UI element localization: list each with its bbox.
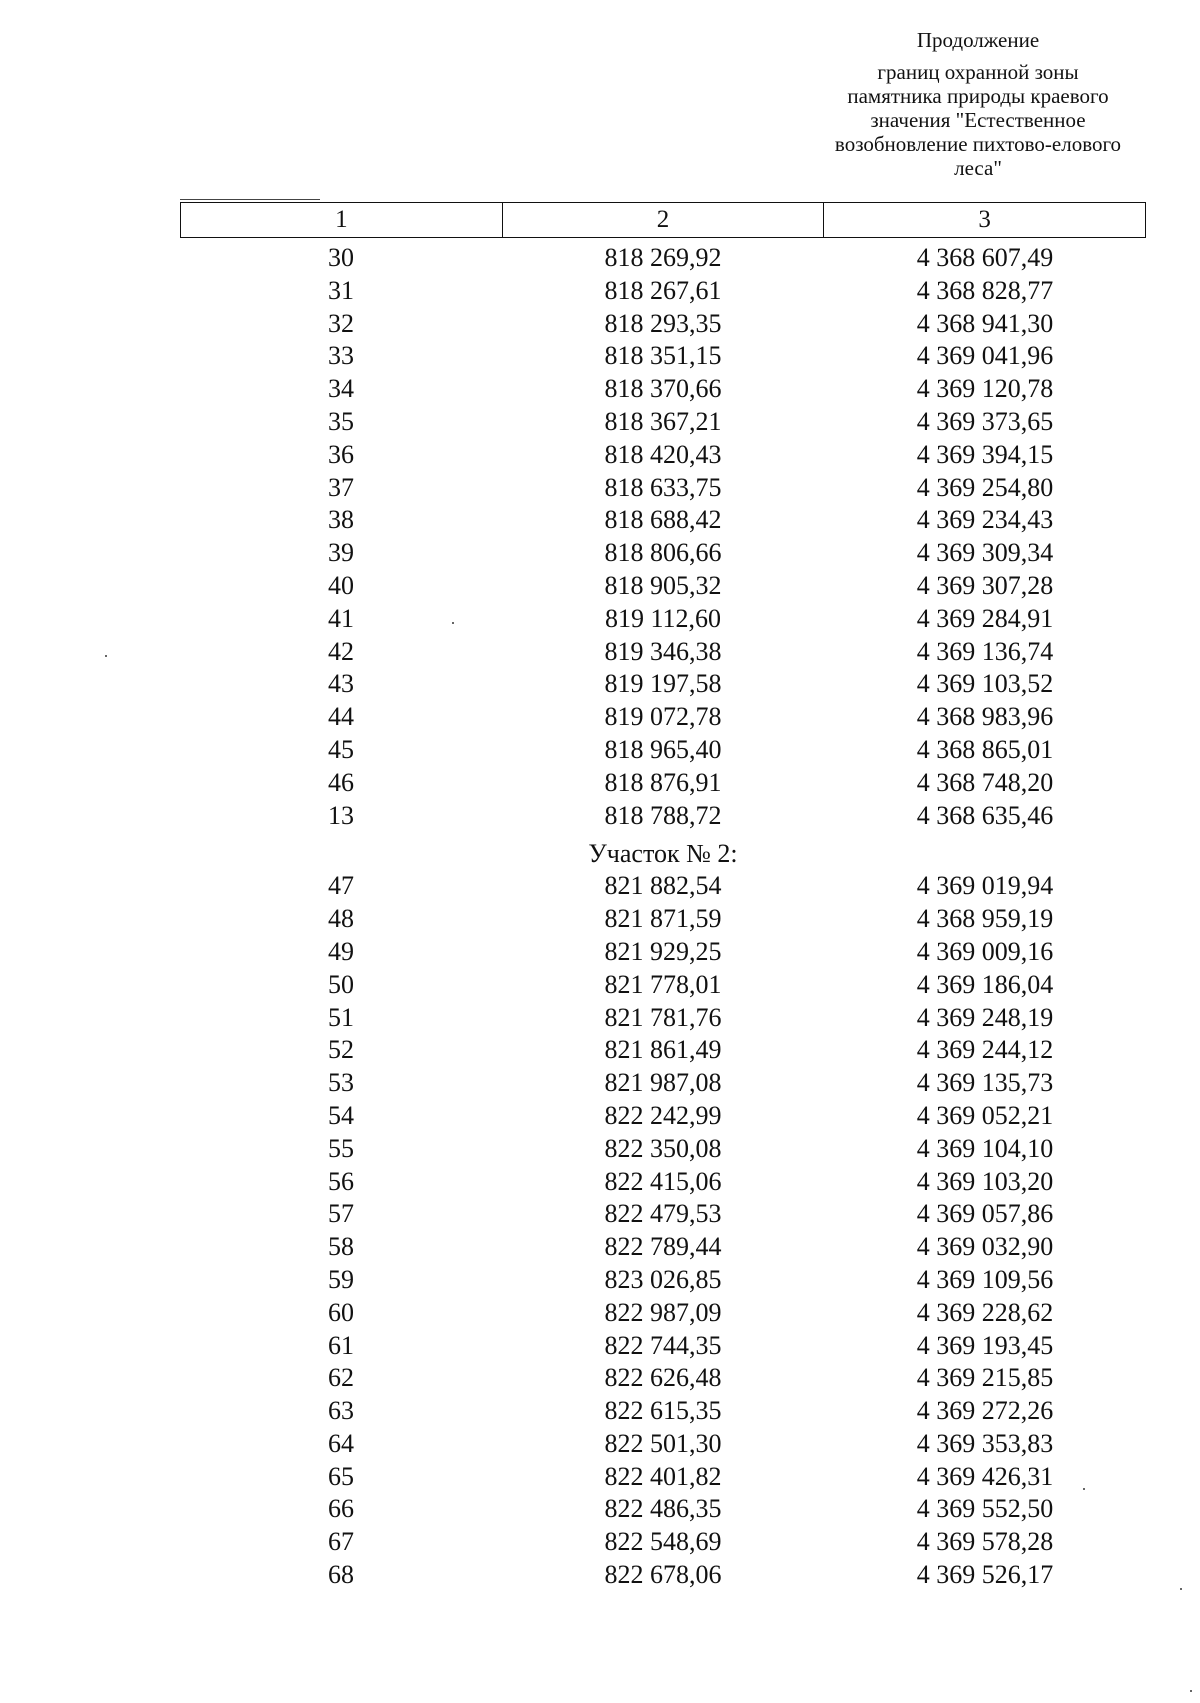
table-cell-col-2: 823 026,85 <box>604 1264 722 1294</box>
subtitle-line: границ охранной зоны <box>877 60 1079 84</box>
table-row <box>180 636 1146 669</box>
table-cell-col-2: 819 197,58 <box>604 669 722 699</box>
table-cell-col-3: 4 368 983,96 <box>916 702 1054 732</box>
table-cell-col-2: 819 072,78 <box>604 702 722 732</box>
table-row <box>180 734 1146 767</box>
table-cell-col-1: 54 <box>328 1100 354 1130</box>
table-cell-col-3: 4 369 103,20 <box>916 1166 1054 1196</box>
table-cell-col-1: 34 <box>328 374 354 404</box>
table-cell-col-2: 822 789,44 <box>604 1232 722 1262</box>
table-cell-col-2: 818 367,21 <box>604 406 722 436</box>
table-cell-col-1: 53 <box>328 1068 354 1098</box>
table-cell-col-3: 4 369 309,34 <box>916 538 1054 568</box>
table-cell-col-1: 49 <box>328 936 354 966</box>
table-cell-col-3: 4 368 828,77 <box>916 275 1054 305</box>
table-cell-col-2: 822 479,53 <box>604 1199 722 1229</box>
table-cell-col-1: 36 <box>328 439 354 469</box>
table-cell-col-1: 55 <box>328 1133 354 1163</box>
table-cell-col-3: 4 369 193,45 <box>916 1330 1054 1360</box>
table-row <box>180 1264 1146 1297</box>
table-row <box>180 373 1146 406</box>
table-cell-col-3: 4 369 057,86 <box>916 1199 1054 1229</box>
table-cell-col-2: 818 788,72 <box>604 800 722 830</box>
continuation-label: Продолжение <box>916 28 1040 52</box>
table-cell-col-3: 4 369 032,90 <box>916 1232 1054 1262</box>
table-cell-col-1: 32 <box>328 308 354 338</box>
subtitle-line: значения "Естественное <box>870 108 1086 132</box>
table-cell-col-1: 46 <box>328 767 354 797</box>
table-row <box>180 1133 1146 1166</box>
table-cell-col-2: 818 267,61 <box>604 275 722 305</box>
table-cell-col-2: 822 350,08 <box>604 1133 722 1163</box>
table-cell-col-1: 63 <box>328 1396 354 1426</box>
table-cell-col-2: 822 401,82 <box>604 1461 722 1491</box>
table-row <box>180 504 1146 537</box>
table-cell-col-3: 4 369 526,17 <box>916 1560 1054 1590</box>
table-row <box>180 570 1146 603</box>
table-row <box>180 1100 1146 1133</box>
table-cell-col-2: 821 882,54 <box>604 871 722 901</box>
table-cell-col-3: 4 368 607,49 <box>916 243 1054 272</box>
table-cell-col-3: 4 369 135,73 <box>916 1068 1054 1098</box>
table-cell-col-1: 65 <box>328 1461 354 1491</box>
table-cell-col-2: 821 929,25 <box>604 936 722 966</box>
table-cell-col-1: 33 <box>328 341 354 371</box>
table-cell-col-3: 4 368 865,01 <box>916 734 1054 764</box>
table-cell-col-3: 4 369 394,15 <box>916 439 1054 469</box>
table-cell-col-1: 35 <box>328 406 354 436</box>
table-row <box>180 1493 1146 1526</box>
table-cell-col-3: 4 369 103,52 <box>916 669 1054 699</box>
table-cell-col-1: 44 <box>328 702 354 732</box>
table-row <box>180 668 1146 701</box>
coordinates-table-body <box>180 242 1146 1592</box>
table-cell-col-2: 818 965,40 <box>604 734 722 764</box>
table-cell-col-2: 822 415,06 <box>604 1166 722 1196</box>
table-row <box>180 340 1146 373</box>
table-cell-col-2: 822 626,48 <box>604 1363 722 1393</box>
table-cell-col-1: 62 <box>328 1363 354 1393</box>
table-row <box>180 1428 1146 1461</box>
table-row <box>180 1559 1146 1592</box>
table-cell-col-1: 58 <box>328 1232 354 1262</box>
table-cell-col-1: 61 <box>328 1330 354 1360</box>
table-row <box>180 1395 1146 1428</box>
table-cell-col-1: 64 <box>328 1428 354 1458</box>
table-row <box>180 603 1146 636</box>
table-cell-col-2: 818 806,66 <box>604 538 722 568</box>
table-cell-col-2: 822 548,69 <box>604 1527 722 1557</box>
table-cell-col-3: 4 369 284,91 <box>916 603 1054 633</box>
table-cell-col-2: 818 269,92 <box>604 243 722 272</box>
table-cell-col-3: 4 369 254,80 <box>916 472 1054 502</box>
table-cell-col-3: 4 369 215,85 <box>916 1363 1054 1393</box>
scan-dot <box>1083 1488 1085 1490</box>
table-row <box>180 1166 1146 1199</box>
table-cell-col-1: 37 <box>328 472 354 502</box>
table-row <box>180 1002 1146 1035</box>
table-cell-col-2: 821 778,01 <box>604 969 722 999</box>
table-cell-col-1: 47 <box>328 871 354 901</box>
table-cell-col-1: 45 <box>328 734 354 764</box>
table-cell-col-2: 822 987,09 <box>604 1297 722 1327</box>
column-header-1: 1 <box>181 203 503 238</box>
table-cell-col-2: 818 293,35 <box>604 308 722 338</box>
table-cell-col-3: 4 369 578,28 <box>916 1527 1054 1557</box>
table-cell-col-3: 4 369 228,62 <box>916 1297 1054 1327</box>
column-header-row <box>181 203 1146 238</box>
table-row <box>180 1526 1146 1559</box>
table-cell-col-1: 66 <box>328 1494 354 1524</box>
table-row <box>180 439 1146 472</box>
table-row <box>180 1362 1146 1395</box>
table-cell-col-2: 821 861,49 <box>604 1035 722 1065</box>
table-cell-col-3: 4 369 244,12 <box>916 1035 1054 1065</box>
scan-artifact-line <box>180 199 320 200</box>
table-cell-col-1: 68 <box>328 1560 354 1590</box>
subtitle-line: леса" <box>954 156 1002 180</box>
table-cell-col-3: 4 368 959,19 <box>916 904 1054 934</box>
table-cell-col-3: 4 368 941,30 <box>916 308 1054 338</box>
table-cell-col-3: 4 369 248,19 <box>916 1002 1054 1032</box>
table-cell-col-3: 4 369 353,83 <box>916 1428 1054 1458</box>
table-row <box>180 1231 1146 1264</box>
table-cell-col-3: 4 369 552,50 <box>916 1494 1054 1524</box>
table-row <box>180 1461 1146 1494</box>
table-cell-col-3: 4 369 109,56 <box>916 1264 1054 1294</box>
table-cell-col-2: 822 242,99 <box>604 1100 722 1130</box>
table-cell-col-2: 818 688,42 <box>604 505 722 535</box>
table-cell-col-2: 822 486,35 <box>604 1494 722 1524</box>
table-row <box>180 1198 1146 1231</box>
table-cell-col-2: 822 501,30 <box>604 1428 722 1458</box>
section-label: Участок № 2: <box>588 839 738 869</box>
table-cell-col-3: 4 369 041,96 <box>916 341 1054 371</box>
table-row <box>180 1034 1146 1067</box>
table-cell-col-3: 4 369 009,16 <box>916 936 1054 966</box>
scan-dot <box>105 655 107 657</box>
table-cell-col-3: 4 369 426,31 <box>916 1461 1054 1491</box>
table-cell-col-1: 39 <box>328 538 354 568</box>
table-cell-col-2: 819 112,60 <box>604 603 722 633</box>
scan-dot <box>1190 1690 1192 1692</box>
column-header-3: 3 <box>824 203 1146 238</box>
table-cell-col-2: 818 905,32 <box>604 570 722 600</box>
table-cell-col-1: 59 <box>328 1264 354 1294</box>
table-cell-col-1: 31 <box>328 275 354 305</box>
table-cell-col-3: 4 369 120,78 <box>916 374 1054 404</box>
table-row <box>180 242 1146 275</box>
table-row <box>180 936 1146 969</box>
table-cell-col-2: 818 370,66 <box>604 374 722 404</box>
table-row <box>180 969 1146 1002</box>
table-cell-col-2: 821 987,08 <box>604 1068 722 1098</box>
table-cell-col-1: 38 <box>328 505 354 535</box>
table-row <box>180 472 1146 505</box>
table-cell-col-3: 4 369 307,28 <box>916 570 1054 600</box>
column-header-table <box>180 202 1146 238</box>
table-cell-col-3: 4 369 104,10 <box>916 1133 1054 1163</box>
table-cell-col-2: 821 871,59 <box>604 904 722 934</box>
table-row <box>180 1330 1146 1363</box>
table-cell-col-1: 40 <box>328 570 354 600</box>
table-cell-col-3: 4 369 373,65 <box>916 406 1054 436</box>
table-cell-col-3: 4 369 272,26 <box>916 1396 1054 1426</box>
table-cell-col-1: 30 <box>328 243 354 272</box>
page-header <box>792 28 1164 180</box>
table-cell-col-2: 821 781,76 <box>604 1002 722 1032</box>
table-cell-col-1: 51 <box>328 1002 354 1032</box>
table-cell-col-1: 52 <box>328 1035 354 1065</box>
block-1 <box>180 242 1146 832</box>
table-cell-col-1: 41 <box>328 603 354 633</box>
table-cell-col-1: 67 <box>328 1527 354 1557</box>
table-cell-col-3: 4 368 748,20 <box>916 767 1054 797</box>
table-cell-col-3: 4 368 635,46 <box>916 800 1054 830</box>
scan-dot <box>452 622 454 624</box>
table-row <box>180 275 1146 308</box>
table-row <box>180 1297 1146 1330</box>
table-row <box>180 537 1146 570</box>
table-row <box>180 1067 1146 1100</box>
table-cell-col-2: 819 346,38 <box>604 636 722 666</box>
table-cell-col-2: 822 678,06 <box>604 1560 722 1590</box>
block-2 <box>180 870 1146 1592</box>
table-row <box>180 870 1146 903</box>
table-cell-col-2: 822 744,35 <box>604 1330 722 1360</box>
table-cell-col-3: 4 369 052,21 <box>916 1100 1054 1130</box>
table-cell-col-1: 57 <box>328 1199 354 1229</box>
table-cell-col-3: 4 369 019,94 <box>916 871 1054 901</box>
scan-dot <box>1180 1588 1182 1590</box>
subtitle-line: возобновление пихтово-елового <box>834 132 1122 156</box>
table-cell-col-1: 48 <box>328 904 354 934</box>
table-cell-col-1: 56 <box>328 1166 354 1196</box>
table-cell-col-3: 4 369 136,74 <box>916 636 1054 666</box>
table-cell-col-2: 818 351,15 <box>604 341 722 371</box>
table-row <box>180 800 1146 833</box>
table-row <box>180 308 1146 341</box>
table-cell-col-1: 13 <box>328 800 354 830</box>
table-row <box>180 767 1146 800</box>
table-cell-col-2: 818 633,75 <box>604 472 722 502</box>
table-cell-col-3: 4 369 186,04 <box>916 969 1054 999</box>
table-row <box>180 903 1146 936</box>
column-header-2: 2 <box>502 203 824 238</box>
table-cell-col-2: 818 420,43 <box>604 439 722 469</box>
table-row <box>180 701 1146 734</box>
subtitle-line: памятника природы краевого <box>847 84 1109 108</box>
table-cell-col-1: 43 <box>328 669 354 699</box>
table-cell-col-1: 42 <box>328 636 354 666</box>
table-cell-col-2: 822 615,35 <box>604 1396 722 1426</box>
table-row <box>180 406 1146 439</box>
table-cell-col-1: 50 <box>328 969 354 999</box>
table-cell-col-2: 818 876,91 <box>604 767 722 797</box>
table-cell-col-1: 60 <box>328 1297 354 1327</box>
table-cell-col-3: 4 369 234,43 <box>916 505 1054 535</box>
